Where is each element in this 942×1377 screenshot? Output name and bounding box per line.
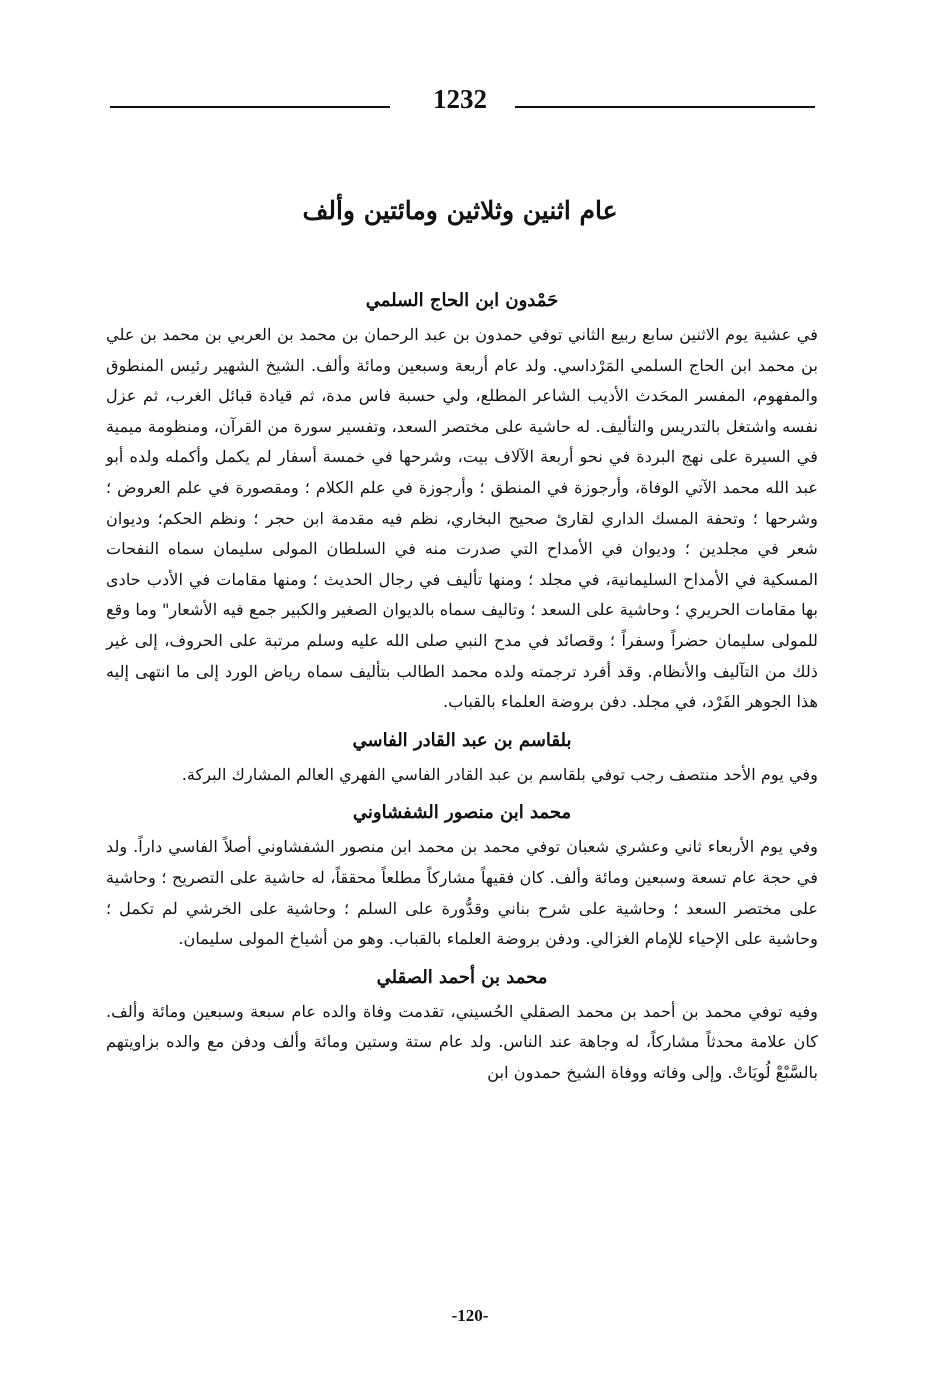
- entry-name: محمد بن أحمد الصقلي: [376, 966, 548, 988]
- entry-hamdun: [106, 282, 818, 718]
- entry-name: محمد ابن منصور الشفشاوني: [352, 802, 572, 824]
- header-rule-right: [515, 106, 815, 108]
- entry-siqilli: [106, 959, 818, 1089]
- entry-name: بلقاسم بن عبد القادر الفاسي: [352, 729, 572, 751]
- entry-chefchaouni: [106, 794, 818, 954]
- header-rule-left: [110, 106, 390, 108]
- entry-name: حَمْدون ابن الحاج السلمي: [365, 290, 559, 311]
- entry-text: وفيه توفي محمد بن أحمد بن محمد الصقلي الحُسيني، تقدمت وفاة والده عام سبعة وسبعين ومائة وألف. كان علامة محدثاً مشاركاً، له وجاهة عند الناس. ولد عام ستة وستين ومائة وألف ودفن مع والده بزاويتهم بالسَّبْعْ لُويَاتْ. وإلى وفاته ووفاة الشيخ حمدون ابن: [106, 1001, 818, 1082]
- page-header: [110, 78, 815, 134]
- entries-body: [106, 282, 818, 1092]
- year-heading: عام اثنين وثلاثين ومائتين وألف: [302, 196, 618, 225]
- entry-text: وفي يوم الأحد منتصف رجب توفي بلقاسم بن عبد القادر الفاسي الفهري العالم المشارك البركة.: [181, 764, 818, 784]
- entry-text: وفي يوم الأربعاء ثاني وعشري شعبان توفي محمد بن محمد ابن منصور الشفشاوني أصلاً الفاسي داراً. ولد في حجة عام تسعة وسبعين ومائة وألف. كان فقيهاً مشاركاً مطلعاً محققاً، له حاشية على التصريح ؛ وحاشية على مختصر السعد ؛ وحاشية على شرح بناني وقدُّورة على السلم ؛ وحاشية على الخرشي لم تكمل ؛ وحاشية على الإحياء للإمام الغزالي. ودفن بروضة العلماء بالقباب. وهو من أشياخ المولى سليمان.: [106, 837, 818, 949]
- entry-belqasem: [106, 722, 818, 791]
- footer-page-number: -120-: [451, 1306, 489, 1325]
- entry-text: في عشية يوم الاثنين سابع ربيع الثاني توفي حمدون بن عبد الرحمان بن محمد بن العربي بن محمد بن علي بن محمد ابن الحاج السلمي المَرْداسي. ولد عام أربعة وسبعين ومائة وألف. الشيخ الشهير رئيس المنطوق والمفهوم، المفسر المحَدث الأديب الشاعر المطلع، ولي حسبة فاس مدة، ثم قيادة قبائل الغرب، ثم عزل نفسه واشتغل بالتدريس والتأليف. له حاشية على مختصر السعد، وتفسير سورة من القرآن، ومنظومة ميمية في السيرة على نهج البردة في نحو أربعة الآلاف بيت، وشرحها في خمسة أسفار لم يكمل وأكمله ولده أبو عبد الله محمد الآتي الوفاة، وأرجوزة في المنطق ؛ وأرجوزة في علم الكلام ؛ ومقصورة في علم العروض ؛ وشرحها ؛ وتحفة المسك الداري لقارئ صحيح البخاري، نظم فيه مقدمة ابن حجر ؛ ونظم الحكم؛ وديوان شعر في مجلدين ؛ وديوان في الأمداح التي صدرت منه في السلطان المولى سليمان سماه النفحات المسكية في الأمداح السليمانية، في مجلد ؛ ومنها تأليف في رجال الحديث ؛ ومنها مقامات في الأدب حادى بها مقامات الحريري ؛ وحاشية على السعد ؛ وتاليف سماه بالديوان الصغير والكبير جمع فيه الأشعار" وما وقع للمولى سليمان حضراً وسفراً ؛ وقصائد في مدح النبي صلى الله عليه وسلم مرتبة على الحروف، إلى غير ذلك من التآليف والأنظام. وقد أفرد ترجمته ولده محمد الطالب بتأليف سماه رياض الورد إلى ما انتهى إليه هذا الجوهر الفَرْد، في مجلد. دفن بروضة العلماء بالقباب.: [106, 325, 818, 712]
- header-page-number: 1232: [433, 84, 487, 114]
